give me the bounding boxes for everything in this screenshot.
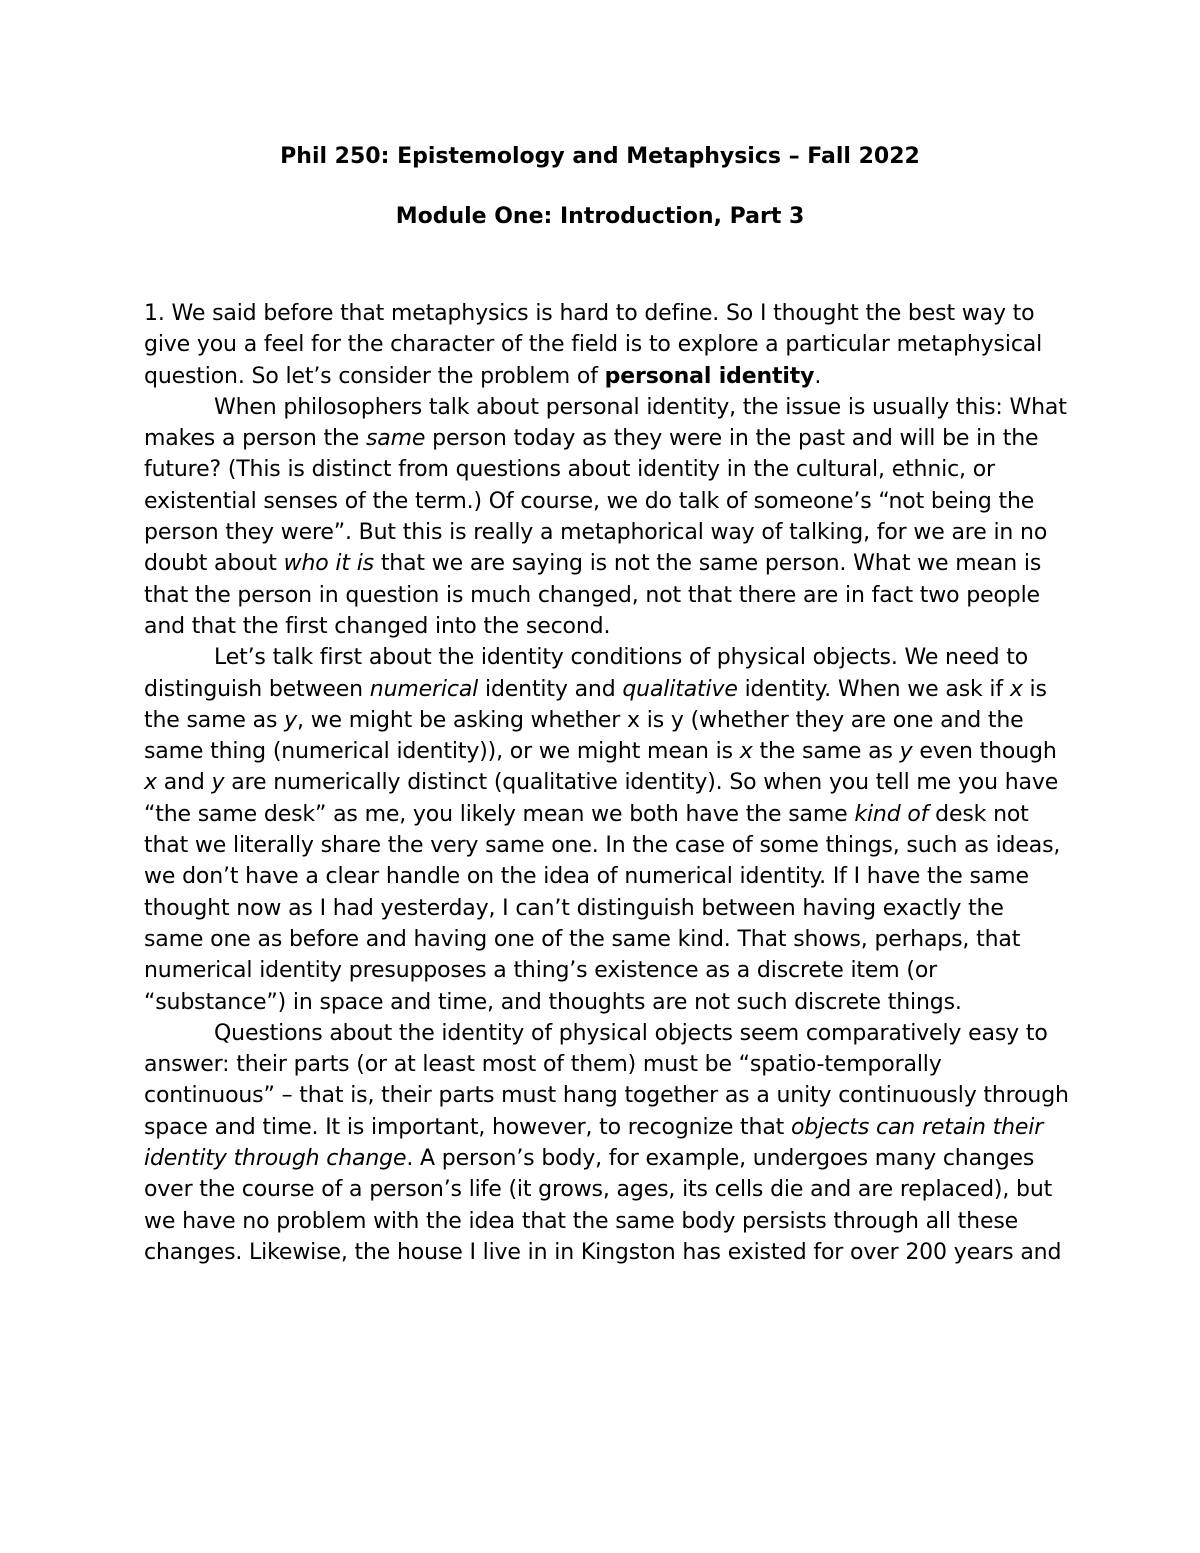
text-run: When philosophers talk about personal identity, the issue is usually this: What makes a person the xyxy=(144,394,1067,452)
body-text xyxy=(144,298,1069,1268)
module-title: Module One: Introduction, Part 3 xyxy=(395,204,805,229)
text-run: the same as xyxy=(752,739,900,765)
text-run: . xyxy=(814,363,822,389)
course-title: Phil 250: Epistemology and Metaphysics – Fall 2022 xyxy=(280,144,920,169)
text-run: and xyxy=(156,770,212,796)
text-run: . A person’s body, for example, undergoes many changes over the course of a person’s life (it grows, ages, its cells die and are replaced), but we have no problem with the idea that the same body persists through all these changes. Likewise, the house I live in in Kingston has existed for over 200 years and xyxy=(144,1146,1062,1265)
text-run: identity and xyxy=(478,676,623,702)
bold-term-personal-identity: personal identity xyxy=(604,363,815,389)
italic-term: who it is xyxy=(283,551,374,577)
paragraph-2 xyxy=(144,392,1069,642)
text-run: person today as they were in the past and will be in the future? (This is distinct from questions about identity in the cultural, ethnic, or existential senses of the term.) Of course, we do talk of someone’s “not being the person they were”. But this is really a metaphorical way of talking, for we are in no doubt about xyxy=(144,426,1048,577)
text-run: Questions about the identity of physical objects seem comparatively easy to answer: their parts (or at least most of them) must be “spatio-temporally continuous” – that is, their parts must hang together as a unity continuously through space and time. It is important, however, to recognize that xyxy=(144,1020,1069,1140)
text-run: is the same as xyxy=(144,676,1047,733)
paragraph-4 xyxy=(144,1018,1069,1268)
text-run: even though xyxy=(912,739,1057,765)
text-run: identity. When we ask if xyxy=(737,676,1010,702)
italic-term: numerical xyxy=(369,676,479,702)
paragraph-3 xyxy=(144,642,1069,1018)
italic-variable: x xyxy=(1009,676,1023,702)
italic-variable: x xyxy=(144,770,157,796)
italic-phrase: objects can retain their identity through change xyxy=(144,1114,1044,1172)
italic-variable: y xyxy=(899,739,913,765)
text-run: , we might be asking whether x is y (whether they are one and the same thing (numerical identity)), or we might mean is xyxy=(144,707,1024,765)
text-run: are numerically distinct (qualitative identity). So when you tell me you have “the same desk” as me, you likely mean we both have the same xyxy=(144,770,1059,827)
italic-term: kind of xyxy=(854,801,929,827)
paragraph-1 xyxy=(144,298,1069,392)
italic-variable: y xyxy=(211,770,225,796)
text-run: 1. We said before that metaphysics is hard to define. So I thought the best way to give you a feel for the character of the field is to explore a particular metaphysical question. So let’s consider the problem of xyxy=(144,301,1043,389)
italic-variable: y xyxy=(284,707,298,733)
italic-term: qualitative xyxy=(622,676,738,702)
italic-variable: x xyxy=(739,739,753,765)
text-run: Let’s talk first about the identity conditions of physical objects. We need to distinguish between xyxy=(144,645,1029,702)
italic-term: same xyxy=(365,426,426,452)
text-run: desk not that we literally share the very same one. In the case of some things, such as ideas, we don’t have a clear handle on the idea of numerical identity. If I have the same thought now as I had yesterday, I can’t distinguish between having exactly the same one as before and having one of the same kind. That shows, perhaps, that numerical identity presupposes a thing’s existence as a discrete item (or “substance”) in space and time, and thoughts are not such discrete things. xyxy=(144,801,1061,1015)
text-run: that we are saying is not the same person. What we mean is that the person in question is much changed, not that there are in fact two people and that the first changed into the second. xyxy=(144,551,1042,639)
